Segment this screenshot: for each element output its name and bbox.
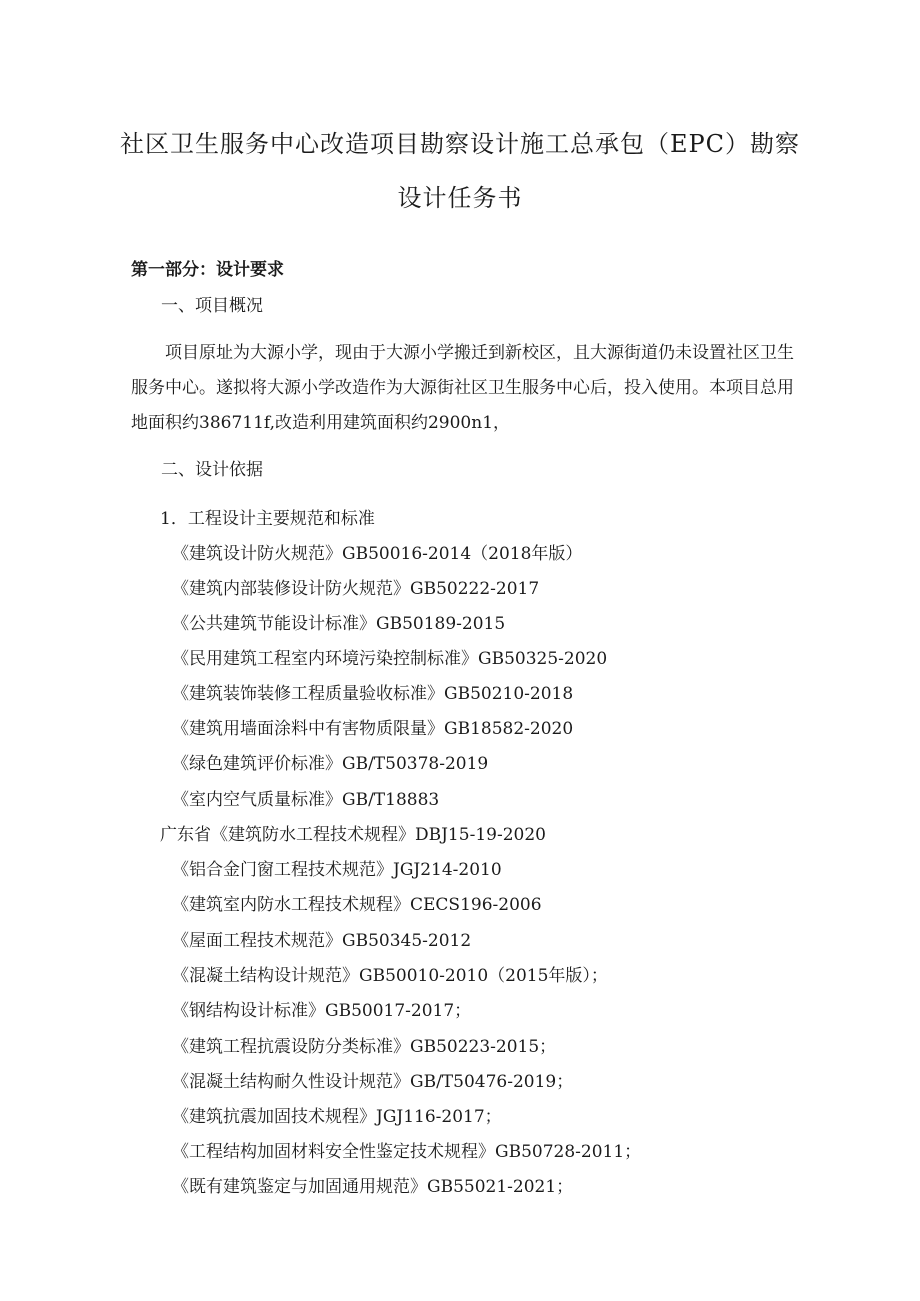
standard-item: 《建筑设计防火规范》GB50016-2014（2018年版） bbox=[172, 544, 583, 564]
standard-item: 《建筑内部装修设计防火规范》GB50222-2017 bbox=[172, 579, 540, 599]
section-heading-basis: 二、设计依据 bbox=[161, 460, 263, 480]
standard-item: 《绿色建筑评价标准》GB/T50378-2019 bbox=[172, 754, 489, 774]
standard-item: 《建筑抗震加固技术规程》JGJ116-2017； bbox=[172, 1107, 502, 1127]
section-heading-overview: 一、项目概况 bbox=[161, 296, 263, 316]
standard-item: 《工程结构加固材料安全性鉴定技术规程》GB50728-2011； bbox=[172, 1142, 642, 1162]
standard-item: 《建筑用墙面涂料中有害物质限量》GB18582-2020 bbox=[172, 719, 574, 739]
standard-item: 《公共建筑节能设计标准》GB50189-2015 bbox=[172, 614, 506, 634]
standard-item: 广东省《建筑防水工程技术规程》DBJ15-19-2020 bbox=[160, 825, 546, 845]
standard-item: 《建筑工程抗震设防分类标准》GB50223-2015； bbox=[172, 1037, 557, 1057]
standard-item: 《建筑室内防水工程技术规程》CECS196-2006 bbox=[172, 895, 542, 915]
part-heading: 第一部分：设计要求 bbox=[131, 260, 284, 280]
subsection-heading-standards: 1．工程设计主要规范和标准 bbox=[160, 509, 375, 529]
standard-item: 《铝合金门窗工程技术规范》JGJ214-2010 bbox=[172, 860, 502, 880]
standard-item: 《混凝土结构耐久性设计规范》GB/T50476-2019； bbox=[172, 1072, 574, 1092]
standard-item: 《混凝土结构设计规范》GB50010-2010（2015年版）； bbox=[172, 966, 608, 986]
standard-item: 《钢结构设计标准》GB50017-2017； bbox=[172, 1001, 472, 1021]
standard-item: 《民用建筑工程室内环境污染控制标准》GB50325-2020 bbox=[172, 649, 608, 669]
standard-item: 《室内空气质量标准》GB/T18883 bbox=[172, 790, 440, 810]
document-title-line-2: 设计任务书 bbox=[397, 184, 523, 212]
standard-item: 《屋面工程技术规范》GB50345-2012 bbox=[172, 931, 472, 951]
standard-item: 《既有建筑鉴定与加固通用规范》GB55021-2021； bbox=[172, 1177, 574, 1197]
overview-line: 地面积约386711f,改造利用建筑面积约2900n1， bbox=[131, 413, 511, 433]
overview-line: 服务中心。遂拟将大源小学改造作为大源街社区卫生服务中心后，投入使用。本项目总用 bbox=[131, 378, 794, 398]
document-title-line-1: 社区卫生服务中心改造项目勘察设计施工总承包（EPC）勘察 bbox=[119, 130, 801, 158]
standard-item: 《建筑装饰装修工程质量验收标准》GB50210-2018 bbox=[172, 684, 574, 704]
overview-line: 项目原址为大源小学，现由于大源小学搬迁到新校区，且大源街道仍未设置社区卫生 bbox=[165, 343, 794, 363]
